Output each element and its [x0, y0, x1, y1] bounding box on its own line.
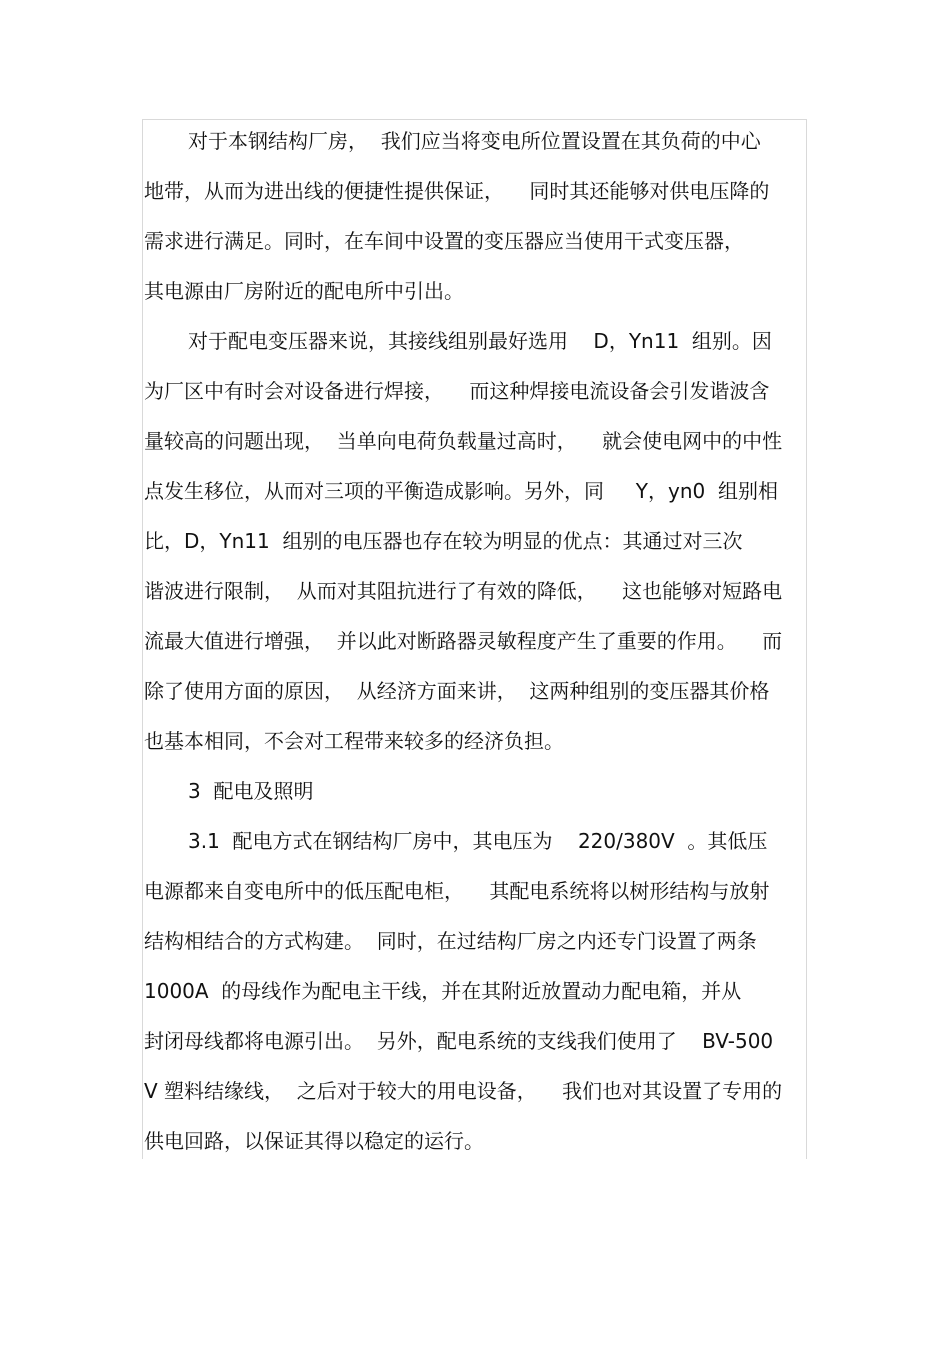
- paragraph-3-line-3: 结构相结合的方式构建。 同时，在过结构厂房之内还专门设置了两条: [144, 929, 757, 953]
- paragraph-2-line-1: 对于配电变压器来说，其接线组别最好选用 D，Yn11 组别。因: [188, 329, 772, 353]
- paragraph-1-line-4: 其电源由厂房附近的配电所中引出。: [144, 279, 464, 303]
- paragraph-3-line-5: 封闭母线都将电源引出。 另外，配电系统的支线我们使用了 BV-500: [144, 1029, 774, 1053]
- paragraph-2-line-2: 为厂区中有时会对设备进行焊接， 而这种焊接电流设备会引发谐波含: [144, 379, 770, 403]
- paragraph-3-line-2: 电源都来自变电所中的低压配电柜， 其配电系统将以树形结构与放射: [144, 879, 770, 903]
- paragraph-1-line-1: 对于本钢结构厂房， 我们应当将变电所位置设置在其负荷的中心: [188, 129, 761, 153]
- paragraph-1-line-3: 需求进行满足。同时，在车间中设置的变压器应当使用干式变压器，: [144, 229, 744, 253]
- paragraph-2-line-8: 除了使用方面的原因， 从经济方面来讲， 这两种组别的变压器其价格: [144, 679, 770, 703]
- paragraph-2-line-9: 也基本相同，不会对工程带来较多的经济负担。: [144, 729, 564, 753]
- section-heading: 3 配电及照明: [188, 779, 314, 803]
- paragraph-2-line-7: 流最大值进行增强， 并以此对断路器灵敏程度产生了重要的作用。 而: [144, 629, 783, 653]
- paragraph-2-line-4: 点发生移位，从而对三项的平衡造成影响。另外，同 Y，yn0 组别相: [144, 479, 778, 503]
- paragraph-3-line-4: 1000A 的母线作为配电主干线，并在其附近放置动力配电箱，并从: [144, 979, 742, 1003]
- paragraph-2-line-6: 谐波进行限制， 从而对其阻抗进行了有效的降低， 这也能够对短路电: [144, 579, 783, 603]
- paragraph-2-line-5: 比，D，Yn11 组别的电压器也存在较为明显的优点：其通过对三次: [144, 529, 743, 553]
- paragraph-3-line-1: 3.1 配电方式在钢结构厂房中，其电压为 220/380V 。其低压: [188, 829, 768, 853]
- paragraph-3-line-6: V 塑料结缘线， 之后对于较大的用电设备， 我们也对其设置了专用的: [144, 1079, 783, 1103]
- paragraph-3-line-7: 供电回路，以保证其得以稳定的运行。: [144, 1129, 484, 1153]
- paragraph-2-line-3: 量较高的问题出现， 当单向电荷负载量过高时， 就会使电网中的中性: [144, 429, 783, 453]
- paragraph-1-line-2: 地带，从而为进出线的便捷性提供保证， 同时其还能够对供电压降的: [144, 179, 770, 203]
